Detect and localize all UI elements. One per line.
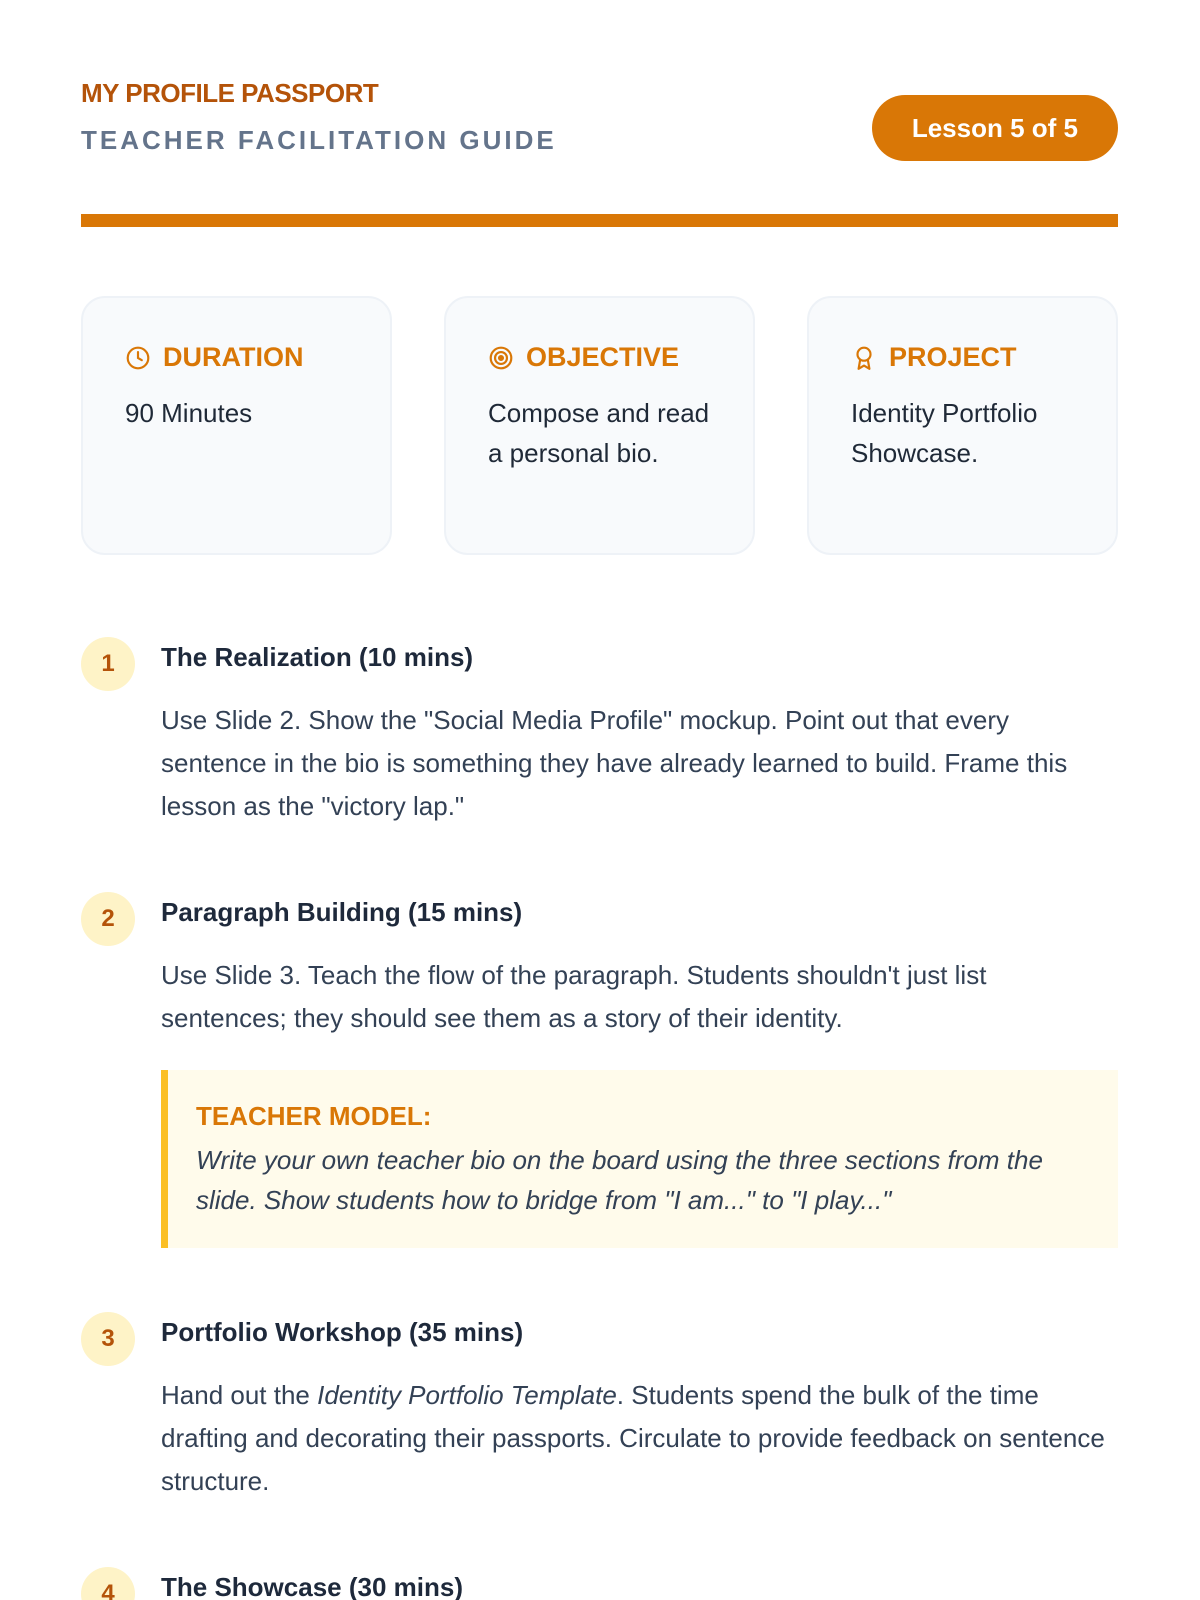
- step-1: [81, 637, 1118, 828]
- target-icon: [488, 345, 514, 371]
- step-body: [161, 1374, 1118, 1503]
- step-title: The Showcase (30 mins): [161, 1572, 463, 1600]
- step-number: 4: [81, 1567, 135, 1600]
- step-body: Use Slide 2. Show the "Social Media Profile" mockup. Point out that every sentence in the bio is something they have already learned to build. Frame this lesson as the "victory lap.": [161, 705, 1068, 821]
- step-body-text: . Students spend the bulk of the time drafting and decorating their passports. Circulate to provide feedback on sentence structure.: [161, 1380, 1105, 1496]
- step-2: [81, 892, 1118, 1248]
- lesson-badge: Lesson 5 of 5: [872, 95, 1118, 161]
- brand-subtitle: TEACHER FACILITATION GUIDE: [81, 125, 557, 155]
- callout-text: Write your own teacher bio on the board using the three sections from the slide. Show students how to bridge from "I am..." to "I play...": [196, 1145, 1043, 1215]
- card-value: Identity Portfolio Showcase.: [851, 398, 1038, 468]
- duration-card: [81, 296, 392, 555]
- objective-card: [444, 296, 755, 555]
- card-label: DURATION: [163, 342, 304, 372]
- project-card: [807, 296, 1118, 555]
- callout-label: TEACHER MODEL:: [196, 1101, 432, 1131]
- card-label: OBJECTIVE: [526, 342, 680, 372]
- card-label: PROJECT: [889, 342, 1017, 372]
- step-body: Use Slide 3. Teach the flow of the paragraph. Students shouldn't just list sentences; they should see them as a story of their identity.: [161, 960, 987, 1033]
- card-value: Compose and read a personal bio.: [488, 398, 710, 468]
- step-title: Portfolio Workshop (35 mins): [161, 1317, 524, 1347]
- clock-icon: [125, 345, 151, 371]
- step-body-text: Hand out the: [161, 1380, 318, 1410]
- template-name: Identity Portfolio Template: [317, 1380, 617, 1410]
- card-value: 90 Minutes: [125, 398, 253, 428]
- step-number: 2: [81, 892, 135, 946]
- lesson-steps: [81, 637, 1118, 1600]
- brand-title: MY PROFILE PASSPORT: [81, 78, 379, 108]
- award-icon: [851, 345, 877, 371]
- step-4: [81, 1567, 1118, 1600]
- step-3: [81, 1312, 1118, 1503]
- header-divider: [81, 214, 1118, 227]
- guide-header: [81, 0, 1118, 228]
- step-number: 1: [81, 637, 135, 691]
- teacher-model-callout: [161, 1070, 1118, 1248]
- summary-cards: [81, 296, 1118, 555]
- step-number: 3: [81, 1312, 135, 1366]
- step-title: The Realization (10 mins): [161, 642, 474, 672]
- step-title: Paragraph Building (15 mins): [161, 897, 523, 927]
